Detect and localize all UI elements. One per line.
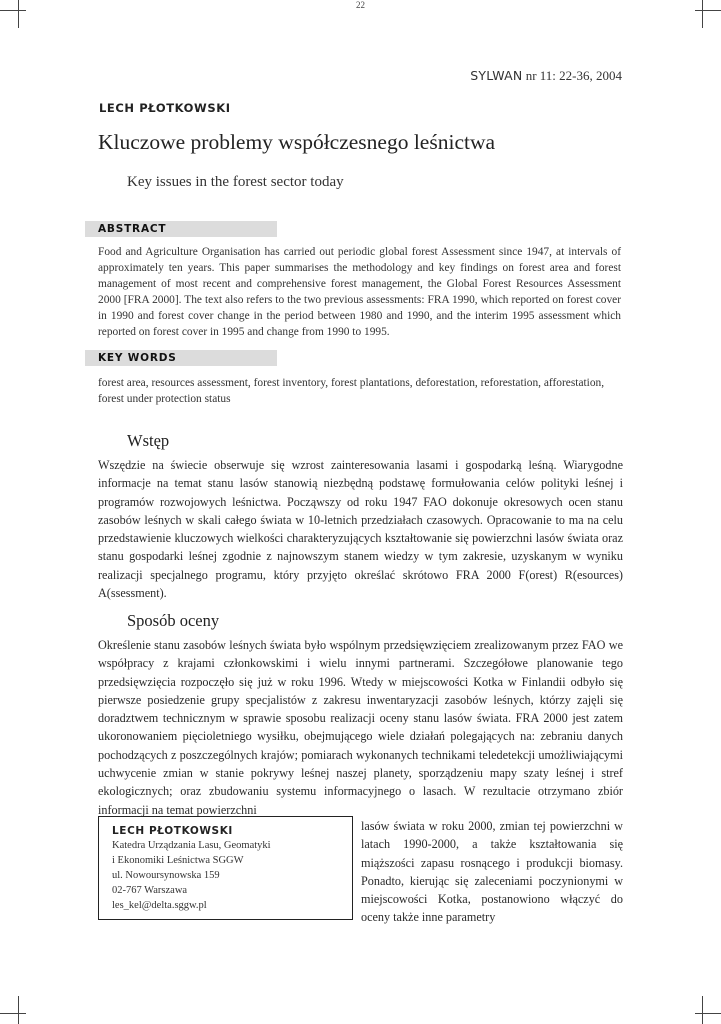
section-heading-sposob: Sposób oceny xyxy=(127,611,220,630)
page-number: 22 xyxy=(356,0,365,10)
crop-mark xyxy=(695,1013,721,1014)
keywords-text: forest area, resources assessment, forest inventory, forest plantations, deforestation, reforestation, afforestation, forest under protection status xyxy=(98,377,605,405)
crop-mark xyxy=(0,1013,26,1014)
crop-mark xyxy=(0,10,26,11)
address-email: les_kel@delta.sggw.pl xyxy=(112,900,207,911)
address-line: i Ekonomiki Leśnictwa SGGW xyxy=(112,855,244,866)
abstract-text: Food and Agriculture Organisation has carried out periodic global forest Assessment since 1947, at intervals of approximately ten years. This paper summarises the methodology and key findings on forest area and forest management of most recent and comprehensive forest management, the Global Forest Resources Assessment 2000 [FRA 2000]. The text also refers to the two previous assessments: FRA 1990, which reported on forest cover in 1990 and forest cover change in the period between 1980 and 1990, and the interim 1995 assessment which reported on forest cover in 1995 and change from 1990 to 1995. xyxy=(98,246,621,338)
section-text-sposob: Określenie stanu zasobów leśnych świata było wspólnym przedsięwzięciem zrealizowanym przez FAO we współpracy z krajami członkowskimi i wielu innymi partnerami. Szczegółowe planowanie tego przedsięwzięcia rozpoczęło się już w roku 1996. Wtedy w miejscowości Kotka w Finlandii odbyło się pierwsze posiedzenie grupy specjalistów z zakresu inwentaryzacji zasobów leśnych, którzy zajęli się doradztwem technicznym w sprawie sposobu realizacji oceny stanu lasów świata. FRA 2000 jest zatem ukoronowaniem pięcioletniego wysiłku, obejmującego wiele działań polegających na: zebraniu danych pochodzących z poszczególnych krajów; pomiarach wykonanych technikami teledetekcji umożliwiającymi uchwycenie zmian w stanie pokrywy leśnej naszej planety, sporządzeniu mapy szaty leśnej i stref ekologicznych; oraz zbudowaniu systemu informacyjnego o lasach. W rezultacie otrzymano zbiór informacji na temat powierzchni xyxy=(98,638,623,817)
paper-subtitle: Key issues in the forest sector today xyxy=(127,174,344,190)
journal-name: SYLWAN xyxy=(470,68,523,83)
journal-issue: nr 11: 22-36, 2004 xyxy=(525,68,622,83)
address-line: Katedra Urządzania Lasu, Geomatyki xyxy=(112,840,271,851)
section-text-sposob-continued: lasów świata w roku 2000, zmian tej powierzchni w latach 1990-2000, a także kształtowania się miąższości zapasu rosnącego i produkcji biomasy. Ponadto, kierując się zaleceniami poczynionymi w miejscowości Kotka, postanowiono włączyć do oceny także inne parametry xyxy=(361,819,623,925)
abstract-label: ABSTRACT xyxy=(85,221,277,237)
address-line: ul. Nowoursynowska 159 xyxy=(112,870,220,881)
section-text-wstep: Wszędzie na świecie obserwuje się wzrost zainteresowania lasami i gospodarką leśną. Wiarygodne informacje na temat stanu lasów stanowią niezbędną podstawę formułowania celów polityki leśnej i programów rozwojowych leśnictwa. Począwszy od roku 1947 FAO dokonuje okresowych ocen stanu zasobów leśnych w skali całego świata w 10-letnich przedziałach czasowych. Opracowanie to ma na celu przedstawienie kluczowych wielkości charakteryzujących kształtowanie się powierzchni lasów świata oraz stanu gospodarki leśnej zgodnie z najnowszym stanem wiedzy w tym zakresie, uzyskanym w wyniku realizacji specjalnego programu, który przyjęto określać skrótowo FRA 2000 F(orest) R(esources) A(ssessment). xyxy=(98,458,623,601)
section-heading-wstep: Wstęp xyxy=(127,431,170,450)
crop-mark xyxy=(695,10,721,11)
keywords-label: KEY WORDS xyxy=(85,350,277,366)
paper-title: Kluczowe problemy współczesnego leśnictwa xyxy=(98,130,496,154)
crop-mark xyxy=(18,996,19,1024)
author-address-box xyxy=(98,816,353,920)
address-line: 02-767 Warszawa xyxy=(112,885,188,896)
author-name: LECH PŁOTKOWSKI xyxy=(99,101,231,115)
address-author-name: LECH PŁOTKOWSKI xyxy=(112,825,233,837)
journal-reference xyxy=(470,68,622,84)
crop-mark xyxy=(702,996,703,1024)
